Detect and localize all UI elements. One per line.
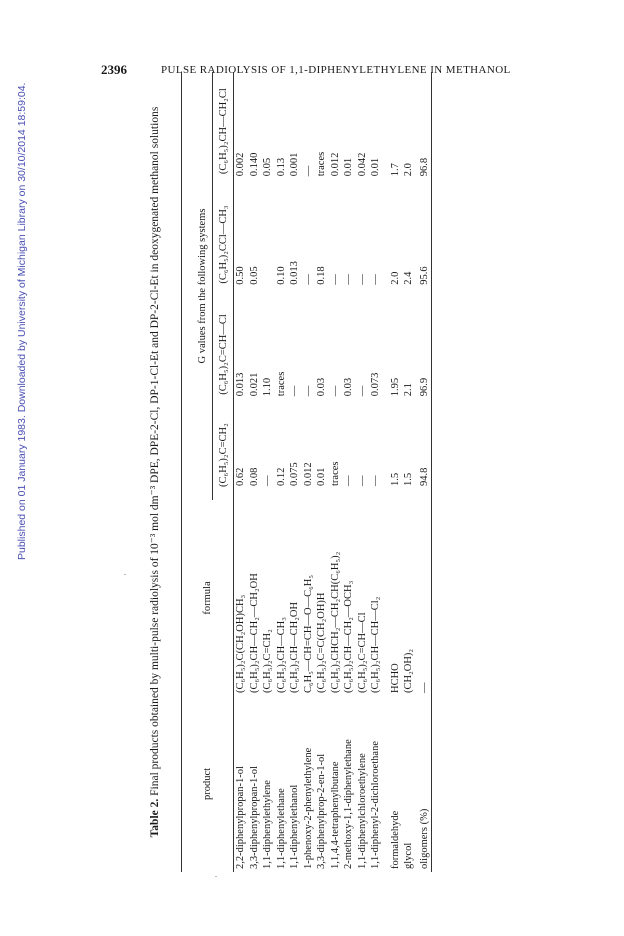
col-header-system: (C₆H₅)₂CCl—CH₃ <box>212 190 234 298</box>
cell-g-value: traces <box>316 151 327 177</box>
cell-g-value: — <box>329 274 341 285</box>
cell-g-value: 0.50 <box>235 266 246 285</box>
table-row <box>261 72 275 872</box>
cell-g-value: 0.13 <box>275 157 287 177</box>
cell-g-value: 1.5 <box>403 472 414 486</box>
cell-product: 1,1-diphenylethylene <box>262 780 273 869</box>
cell-g-value: — <box>262 475 273 486</box>
cell-product: 3,3-diphenylpropan-1-ol <box>248 766 260 869</box>
cell-formula: (C₆H₅)₂CH—CH₂OH <box>289 601 300 693</box>
cell-g-value: 0.05 <box>248 266 260 285</box>
cell-g-value: — <box>302 385 314 397</box>
cell-g-value: — <box>302 274 314 285</box>
cell-g-value: 2.4 <box>403 271 414 285</box>
table-row <box>342 72 356 872</box>
download-notice[interactable]: Published on 01 January 1983. Downloaded by University of Michigan Library on 30/10/2014 18:59:04. <box>16 82 28 560</box>
cell-g-value: — <box>356 274 368 285</box>
cell-g-value: traces <box>329 461 341 486</box>
cell-g-value: 0.62 <box>235 467 246 486</box>
cell-g-value: — <box>370 475 381 486</box>
cell-g-value: 96.8 <box>416 72 432 190</box>
col-header-product: product <box>182 696 234 872</box>
cell-formula: (C₆H₅)₂C=C(CH₂OH)H <box>316 592 327 693</box>
table-row <box>302 72 316 872</box>
cell-g-value: 0.03 <box>316 377 327 397</box>
cell-product: 1,1-diphenylethane <box>275 788 287 869</box>
cell-g-value: 94.8 <box>416 410 432 500</box>
table-caption <box>148 72 163 872</box>
scan-speck <box>124 574 126 575</box>
cell-g-value: — <box>356 475 368 486</box>
cell-g-value: 0.01 <box>316 467 327 486</box>
cell-g-value: 0.01 <box>343 157 354 177</box>
cell-g-value: 96.9 <box>416 299 432 410</box>
cell-product: 1,1,4,4-tetraphenylbutane <box>329 761 341 869</box>
cell-formula: (C₆H₅)₂CH—CH₂—OCH₃ <box>343 580 354 693</box>
cell-product: formaldehyde <box>389 810 401 869</box>
cell-g-value <box>261 190 275 298</box>
cell-g-value: 95.6 <box>416 190 432 298</box>
cell-g-value: — <box>343 274 354 285</box>
table-row <box>234 72 248 872</box>
cell-product: 1,1-diphenylethanol <box>289 784 300 869</box>
col-header-system: (C₆H₅)₂C=CH₂ <box>212 410 234 500</box>
cell-g-value: 0.013 <box>289 261 300 285</box>
cell-g-value: 0.10 <box>275 266 287 285</box>
cell-product: oligomers (%) <box>416 696 432 872</box>
cell-g-value: 0.021 <box>248 372 260 397</box>
cell-g-value: 0.075 <box>289 462 300 486</box>
cell-g-value: 1.10 <box>262 377 273 397</box>
cell-g-value: 0.18 <box>316 266 327 285</box>
table-caption-text: Final products obtained by multi-pulse radiolysis of 10⁻³ mol dm⁻³ DPE, DPE-2-Cl, DP-1-Cl-Et and DP-2-Cl-Et in deoxygenated methanol solutions <box>149 106 161 796</box>
table-row <box>369 72 383 872</box>
table-row <box>248 72 262 872</box>
cell-g-value: 0.05 <box>262 157 273 177</box>
cell-formula: (C₆H₅)₂C=CH—Cl <box>356 612 368 693</box>
cell-formula: (C₆H₅)₂CH—CH₂—CH₂OH <box>248 573 260 693</box>
cell-g-value: — <box>356 385 368 397</box>
cell-g-value: 0.01 <box>370 157 381 177</box>
cell-product: 2-methoxy-1,1-diphenylethane <box>343 739 354 869</box>
table-row <box>383 72 403 872</box>
cell-g-value: 0.012 <box>329 152 341 177</box>
cell-g-value: 2.0 <box>403 163 414 177</box>
cell-product: glycol <box>403 842 414 869</box>
cell-g-value: — <box>302 165 314 177</box>
cell-g-value: 1.95 <box>389 377 401 397</box>
cell-formula: (C₆H₅)₂CH—CH—Cl₂ <box>370 596 381 693</box>
cell-g-value: 1.5 <box>389 472 401 486</box>
cell-formula: HCHO <box>389 663 401 693</box>
cell-g-value: 0.012 <box>302 462 314 486</box>
cell-g-value: 0.03 <box>343 377 354 397</box>
table-row <box>329 72 343 872</box>
cell-g-value: 0.002 <box>235 152 246 177</box>
col-header-system: (C₆H₅)₂C=CH—Cl <box>212 299 234 410</box>
products-table <box>181 72 432 872</box>
table-header-row <box>182 72 213 872</box>
table-label: Table 2. <box>149 798 161 838</box>
cell-product: 1-phenoxy-2-phenylethylene <box>302 747 314 869</box>
cell-g-value: — <box>343 475 354 486</box>
col-header-formula: formula <box>182 500 234 696</box>
cell-g-value: 0.001 <box>289 152 300 177</box>
cell-g-value: 0.073 <box>370 372 381 397</box>
cell-formula: (C₆H₅)₂C(CH₂OH)CH₃ <box>235 594 246 693</box>
cell-g-value: — <box>370 274 381 285</box>
rotated-table-block <box>148 72 488 872</box>
cell-product: 2,2-diphenylpropan-1-ol <box>235 766 246 869</box>
table-row <box>402 72 416 872</box>
cell-g-value: 0.08 <box>248 467 260 486</box>
cell-g-value: 0.12 <box>275 467 287 486</box>
table-row <box>416 72 432 872</box>
cell-g-value: 2.0 <box>389 271 401 285</box>
cell-g-value: 0.042 <box>356 152 368 177</box>
table-row <box>288 72 302 872</box>
cell-product: 1,1-diphenylchloroethylene <box>356 753 368 869</box>
cell-formula: (C₆H₅)₂C=CH₂ <box>262 629 273 693</box>
table-row <box>275 72 289 872</box>
table-row <box>315 72 329 872</box>
running-head: PULSE RADIOLYSIS OF 1,1-DIPHENYLETHYLENE IN METHANOL <box>161 64 511 76</box>
cell-g-value: — <box>289 385 300 397</box>
page-number: 2396 <box>101 62 127 77</box>
scan-speck <box>215 876 217 877</box>
cell-g-value: 0.140 <box>248 152 260 177</box>
group-header: G values from the following systems <box>182 72 213 500</box>
cell-formula: — <box>416 500 432 696</box>
cell-formula: (CH₂OH)₂ <box>403 648 414 693</box>
cell-formula: (C₆H₅)₂CHCH₂—CH₂CH(C₆H₅)₂ <box>329 551 341 693</box>
cell-product: 1,1-diphenyl-2-dichloroethane <box>370 741 381 869</box>
table-row <box>356 72 370 872</box>
cell-product: 3,3-diphenylprop-2-en-1-ol <box>316 753 327 869</box>
cell-formula: C₆H₅—CH=CH—O—C₆H₅ <box>302 575 314 693</box>
cell-g-value: 1.7 <box>389 163 401 177</box>
cell-g-value: 2.1 <box>403 383 414 397</box>
cell-formula: (C₆H₅)₂CH—CH₃ <box>275 617 287 693</box>
cell-g-value: — <box>329 385 341 397</box>
col-header-system: (C₆H₅)₂CH—CH₂Cl <box>212 72 234 190</box>
cell-g-value: 0.013 <box>235 372 246 397</box>
cell-g-value: traces <box>275 371 287 397</box>
